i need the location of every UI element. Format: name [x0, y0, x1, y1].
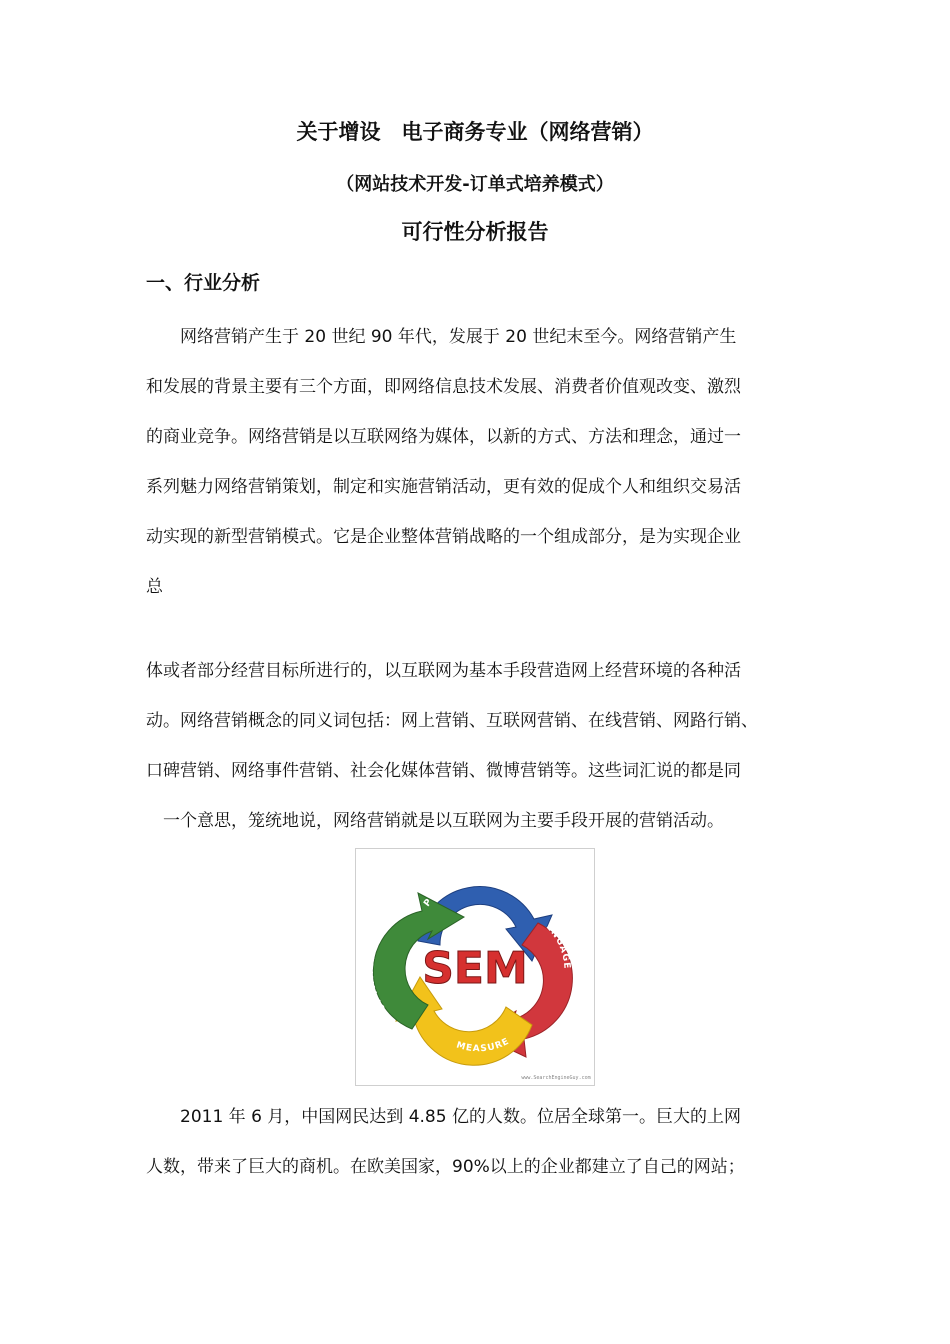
measure-label: MEASURE — [455, 1036, 512, 1055]
doc-subtitle: （网站技术开发-订单式培养模式） — [336, 174, 614, 195]
paragraph-line: 系列魅力网络营销策划，制定和实施营销活动，更有效的促成个人和组织交易活 — [146, 477, 741, 497]
sem-cycle-figure — [355, 848, 595, 1086]
paragraph-line: 人数，带来了巨大的商机。在欧美国家，90%以上的企业都建立了自己的网站； — [146, 1157, 745, 1177]
paragraph-line: 口碑营销、网络事件营销、社会化媒体营销、微博营销等。这些词汇说的都是同 — [146, 761, 741, 781]
doc-title-report: 可行性分析报告 — [401, 220, 549, 244]
paragraph-line: 动。网络营销概念的同义词包括：网上营销、互联网营销、在线营销、网路行销、 — [146, 711, 758, 731]
promote-label: PROMOTE — [422, 872, 477, 909]
doc-title: 关于增设 电子商务专业（网络营销） — [296, 120, 654, 144]
paragraph-line: 2011 年 6 月，中国网民达到 4.85 亿的人数。位居全球第一。巨大的上网 — [146, 1107, 741, 1127]
paragraph-line: 一个意思，笼统地说，网络营销就是以互联网为主要手段开展的营销活动。 — [146, 811, 724, 831]
paragraph-line: 动实现的新型营销模式。它是企业整体营销战略的一个组成部分，是为实现企业 — [146, 527, 741, 547]
optimize-label: OPTIMIZE — [365, 953, 389, 1014]
section-heading: 一、行业分析 — [146, 272, 261, 294]
engage-label: ENGAGE — [543, 922, 572, 970]
paragraph-line: 的商业竞争。网络营销是以互联网络为媒体，以新的方式、方法和理念，通过一 — [146, 427, 741, 447]
paragraph-line: 和发展的背景主要有三个方面，即网络信息技术发展、消费者价值观改变、激烈 — [146, 377, 741, 397]
paragraph-line: 总 — [146, 577, 163, 597]
paragraph-line: 网络营销产生于 20 世纪 90 年代，发展于 20 世纪末至今。网络营销产生 — [146, 327, 737, 347]
watermark-text: www.SearchEngineGuy.com — [521, 1075, 591, 1081]
paragraph-line: 体或者部分经营目标所进行的，以互联网为基本手段营造网上经营环境的各种活 — [146, 661, 741, 681]
sem-center-text: SEM — [422, 943, 528, 994]
